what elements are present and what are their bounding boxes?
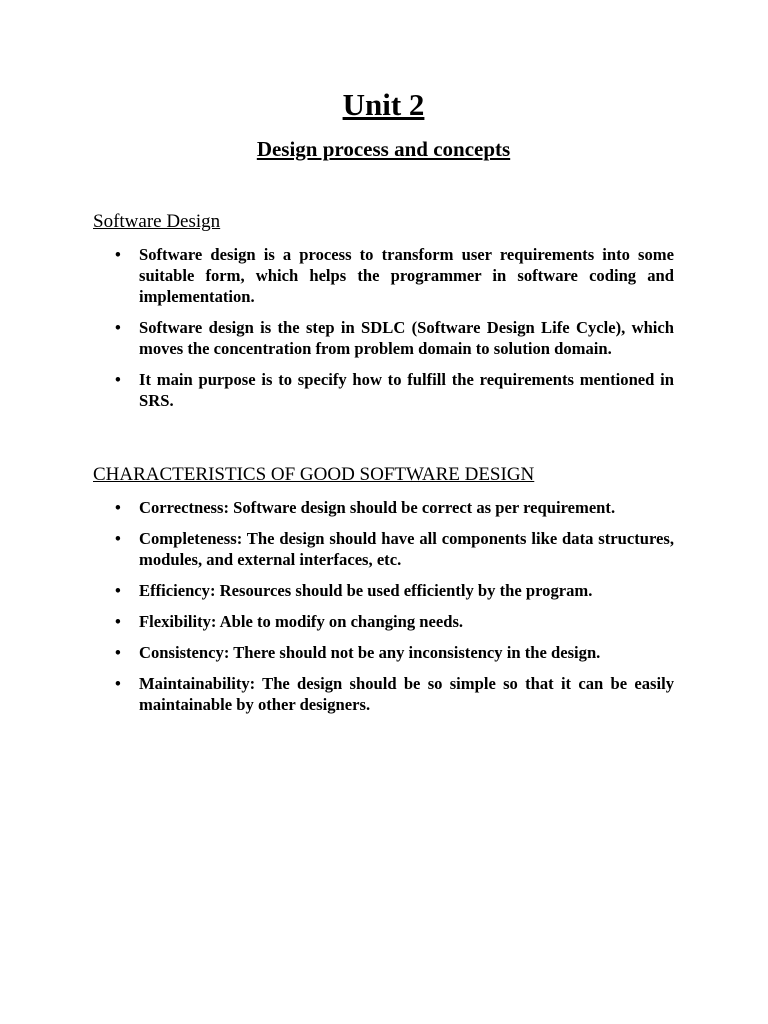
list-item-text: Completeness: The design should have all components like data structures, modules, and external interfaces, etc. [139, 529, 674, 569]
page-subtitle: Design process and concepts [256, 137, 511, 161]
list-item-text: Correctness: Software design should be correct as per requirement. [139, 498, 616, 517]
list-item-text: Maintainability: The design should be so simple so that it can be easily maintainable by other designers. [139, 674, 674, 714]
list-item-text: Efficiency: Resources should be used efficiently by the program. [139, 581, 593, 600]
bullet-icon: • [115, 643, 121, 662]
bullet-icon: • [115, 245, 121, 264]
list-item [93, 611, 674, 632]
list-item-text: It main purpose is to specify how to fulfill the requirements mentioned in SRS. [139, 370, 674, 410]
bullet-icon: • [115, 529, 121, 548]
list-item-text: Software design is the step in SDLC (Software Design Life Cycle), which moves the concentration from problem domain to solution domain. [139, 318, 674, 358]
bullet-icon: • [115, 370, 121, 389]
list-item [93, 673, 674, 715]
section-heading-software-design: Software Design [93, 211, 221, 232]
list-item-text: Flexibility: Able to modify on changing needs. [139, 612, 464, 631]
list-item [93, 369, 674, 411]
bullet-icon: • [115, 612, 121, 631]
bullet-icon: • [115, 498, 121, 517]
page-title: Unit 2 [342, 87, 425, 122]
bullet-icon: • [115, 581, 121, 600]
list-item-text: Software design is a process to transform user requirements into some suitable form, which helps the programmer in software coding and implementation. [139, 245, 674, 306]
list-item [93, 642, 674, 663]
list-item [93, 580, 674, 601]
section-heading-characteristics: CHARACTERISTICS OF GOOD SOFTWARE DESIGN [93, 464, 535, 485]
list-item-text: Consistency: There should not be any inconsistency in the design. [139, 643, 601, 662]
bullet-icon: • [115, 318, 121, 337]
list-item [93, 317, 674, 359]
software-design-list [93, 244, 674, 421]
characteristics-list [93, 497, 674, 725]
list-item [93, 528, 674, 570]
bullet-icon: • [115, 674, 121, 693]
list-item [93, 244, 674, 307]
list-item [93, 497, 674, 518]
